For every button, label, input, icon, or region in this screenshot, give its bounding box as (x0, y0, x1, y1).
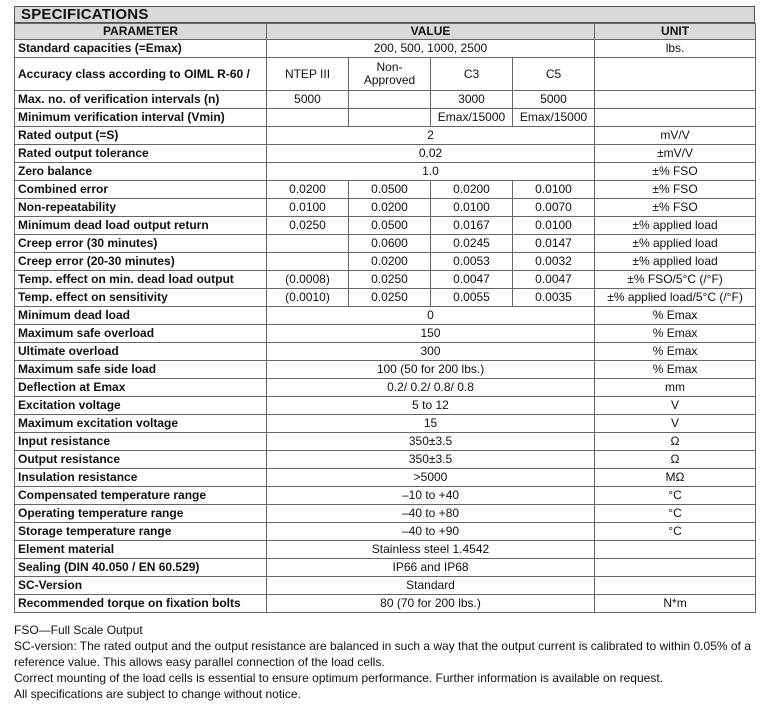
footnote: FSO—Full Scale Output (14, 623, 143, 637)
value-cell: 0.0500 (349, 181, 431, 199)
parameter-cell: Temp. effect on sensitivity (15, 289, 267, 307)
value-cell: –40 to +80 (267, 505, 595, 523)
parameter-cell: Storage temperature range (15, 523, 267, 541)
table-row (15, 109, 756, 127)
value-cell: 0.0200 (267, 181, 349, 199)
parameter-cell: Element material (15, 541, 267, 559)
table-row (15, 253, 756, 271)
value-cell: 300 (267, 343, 595, 361)
table-row (15, 523, 756, 541)
unit-cell (595, 109, 756, 127)
value-cell: 0.0100 (267, 199, 349, 217)
parameter-cell: Accuracy class according to OIML R-60 / (15, 58, 267, 91)
unit-cell: % Emax (595, 361, 756, 379)
unit-cell: % Emax (595, 307, 756, 325)
unit-cell (595, 58, 756, 91)
parameter-cell: Maximum excitation voltage (15, 415, 267, 433)
value-cell: NTEP III (267, 58, 349, 91)
parameter-cell: Sealing (DIN 40.050 / EN 60.529) (15, 559, 267, 577)
table-row (15, 325, 756, 343)
parameter-cell: Zero balance (15, 163, 267, 181)
value-cell: 5000 (267, 91, 349, 109)
section-title: SPECIFICATIONS (14, 6, 755, 23)
parameter-cell: Excitation voltage (15, 397, 267, 415)
unit-cell: ±mV/V (595, 145, 756, 163)
table-row (15, 217, 756, 235)
unit-cell: ±% applied load/5°C (/°F) (595, 289, 756, 307)
parameter-cell: Temp. effect on min. dead load output (15, 271, 267, 289)
table-row (15, 469, 756, 487)
unit-cell (595, 577, 756, 595)
value-cell: 0 (267, 307, 595, 325)
unit-cell (595, 91, 756, 109)
unit-cell: ±% FSO (595, 181, 756, 199)
unit-cell: °C (595, 505, 756, 523)
parameter-cell: Creep error (20-30 minutes) (15, 253, 267, 271)
parameter-cell: SC-Version (15, 577, 267, 595)
unit-cell: % Emax (595, 325, 756, 343)
table-row (15, 271, 756, 289)
value-cell: 0.0055 (431, 289, 513, 307)
value-cell (267, 235, 349, 253)
header-unit: UNIT (595, 24, 756, 40)
value-cell: 0.0047 (431, 271, 513, 289)
value-cell: 0.0032 (513, 253, 595, 271)
value-cell: C3 (431, 58, 513, 91)
parameter-cell: Standard capacities (=Emax) (15, 40, 267, 58)
spec-table-body (15, 40, 756, 613)
parameter-cell: Compensated temperature range (15, 487, 267, 505)
unit-cell: ±% applied load (595, 253, 756, 271)
parameter-cell: Non-repeatability (15, 199, 267, 217)
value-cell: (0.0008) (267, 271, 349, 289)
header-parameter: PARAMETER (15, 24, 267, 40)
table-row (15, 58, 756, 91)
value-cell: –10 to +40 (267, 487, 595, 505)
value-cell: 0.0070 (513, 199, 595, 217)
parameter-cell: Minimum dead load output return (15, 217, 267, 235)
parameter-cell: Insulation resistance (15, 469, 267, 487)
table-row (15, 541, 756, 559)
value-cell: Non-Approved (349, 58, 431, 91)
parameter-cell: Output resistance (15, 451, 267, 469)
table-row (15, 595, 756, 613)
unit-cell: MΩ (595, 469, 756, 487)
table-row (15, 235, 756, 253)
value-cell (267, 109, 349, 127)
value-cell: 0.0035 (513, 289, 595, 307)
unit-cell: Ω (595, 433, 756, 451)
unit-cell: V (595, 415, 756, 433)
value-cell: 0.0200 (349, 253, 431, 271)
parameter-cell: Creep error (30 minutes) (15, 235, 267, 253)
value-cell (267, 253, 349, 271)
value-cell: >5000 (267, 469, 595, 487)
value-cell: 0.0250 (349, 271, 431, 289)
value-cell: Standard (267, 577, 595, 595)
table-row (15, 163, 756, 181)
unit-cell: ±% FSO (595, 199, 756, 217)
value-cell: 0.0245 (431, 235, 513, 253)
value-cell: 0.0100 (431, 199, 513, 217)
value-cell (349, 91, 431, 109)
value-cell: 2 (267, 127, 595, 145)
unit-cell: lbs. (595, 40, 756, 58)
unit-cell: °C (595, 523, 756, 541)
value-cell: 0.0500 (349, 217, 431, 235)
value-cell: –40 to +90 (267, 523, 595, 541)
unit-cell: °C (595, 487, 756, 505)
table-row (15, 379, 756, 397)
table-row (15, 361, 756, 379)
parameter-cell: Maximum safe side load (15, 361, 267, 379)
table-row (15, 289, 756, 307)
value-cell: 1.0 (267, 163, 595, 181)
value-cell: 0.0147 (513, 235, 595, 253)
unit-cell: ±% applied load (595, 235, 756, 253)
unit-cell: ±% FSO/5°C (/°F) (595, 271, 756, 289)
value-cell: 0.2/ 0.2/ 0.8/ 0.8 (267, 379, 595, 397)
parameter-cell: Recommended torque on fixation bolts (15, 595, 267, 613)
value-cell: (0.0010) (267, 289, 349, 307)
parameter-cell: Rated output (=S) (15, 127, 267, 145)
table-row (15, 307, 756, 325)
parameter-cell: Minimum verification interval (Vmin) (15, 109, 267, 127)
value-cell: IP66 and IP68 (267, 559, 595, 577)
parameter-cell: Combined error (15, 181, 267, 199)
unit-cell (595, 541, 756, 559)
value-cell: 0.0047 (513, 271, 595, 289)
value-cell: 0.0100 (513, 181, 595, 199)
value-cell: 0.0250 (267, 217, 349, 235)
parameter-cell: Maximum safe overload (15, 325, 267, 343)
value-cell: 0.0600 (349, 235, 431, 253)
header-value: VALUE (267, 24, 595, 40)
value-cell: 80 (70 for 200 lbs.) (267, 595, 595, 613)
table-row (15, 505, 756, 523)
value-cell: 0.0200 (349, 199, 431, 217)
unit-cell: Ω (595, 451, 756, 469)
table-row (15, 145, 756, 163)
unit-cell: ±% applied load (595, 217, 756, 235)
unit-cell: V (595, 397, 756, 415)
value-cell: 350±3.5 (267, 451, 595, 469)
unit-cell: ±% FSO (595, 163, 756, 181)
table-row (15, 40, 756, 58)
parameter-cell: Ultimate overload (15, 343, 267, 361)
parameter-cell: Max. no. of verification intervals (n) (15, 91, 267, 109)
parameter-cell: Minimum dead load (15, 307, 267, 325)
unit-cell: mm (595, 379, 756, 397)
table-row (15, 397, 756, 415)
table-row (15, 433, 756, 451)
value-cell: Stainless steel 1.4542 (267, 541, 595, 559)
table-row (15, 199, 756, 217)
parameter-cell: Rated output tolerance (15, 145, 267, 163)
value-cell: Emax/15000 (513, 109, 595, 127)
value-cell: 3000 (431, 91, 513, 109)
value-cell: 0.0053 (431, 253, 513, 271)
unit-cell (595, 559, 756, 577)
spec-table (14, 23, 756, 613)
value-cell: C5 (513, 58, 595, 91)
value-cell: 350±3.5 (267, 433, 595, 451)
table-row (15, 343, 756, 361)
footnote: All specifications are subject to change without notice. (14, 687, 301, 701)
value-cell: 150 (267, 325, 595, 343)
value-cell: 0.02 (267, 145, 595, 163)
value-cell: 5000 (513, 91, 595, 109)
table-row (15, 415, 756, 433)
unit-cell: mV/V (595, 127, 756, 145)
footnotes (14, 622, 755, 702)
table-row (15, 559, 756, 577)
value-cell: 5 to 12 (267, 397, 595, 415)
table-row (15, 127, 756, 145)
parameter-cell: Operating temperature range (15, 505, 267, 523)
value-cell: 0.0167 (431, 217, 513, 235)
table-row (15, 451, 756, 469)
value-cell: 100 (50 for 200 lbs.) (267, 361, 595, 379)
table-row (15, 91, 756, 109)
footnote: SC-version: The rated output and the output resistance are balanced in such a way that the output current is calibrated to within 0.05% of a reference value. This allows easy parallel connection of the load cells. (14, 639, 751, 669)
value-cell: 0.0100 (513, 217, 595, 235)
value-cell: 0.0200 (431, 181, 513, 199)
parameter-cell: Input resistance (15, 433, 267, 451)
value-cell: 0.0250 (349, 289, 431, 307)
footnote: Correct mounting of the load cells is essential to ensure optimum performance. Further information is available on request. (14, 671, 663, 685)
value-cell: Emax/15000 (431, 109, 513, 127)
unit-cell: N*m (595, 595, 756, 613)
header-row (15, 24, 756, 40)
table-row (15, 487, 756, 505)
value-cell: 200, 500, 1000, 2500 (267, 40, 595, 58)
table-row (15, 577, 756, 595)
value-cell (349, 109, 431, 127)
table-row (15, 181, 756, 199)
unit-cell: % Emax (595, 343, 756, 361)
parameter-cell: Deflection at Emax (15, 379, 267, 397)
value-cell: 15 (267, 415, 595, 433)
